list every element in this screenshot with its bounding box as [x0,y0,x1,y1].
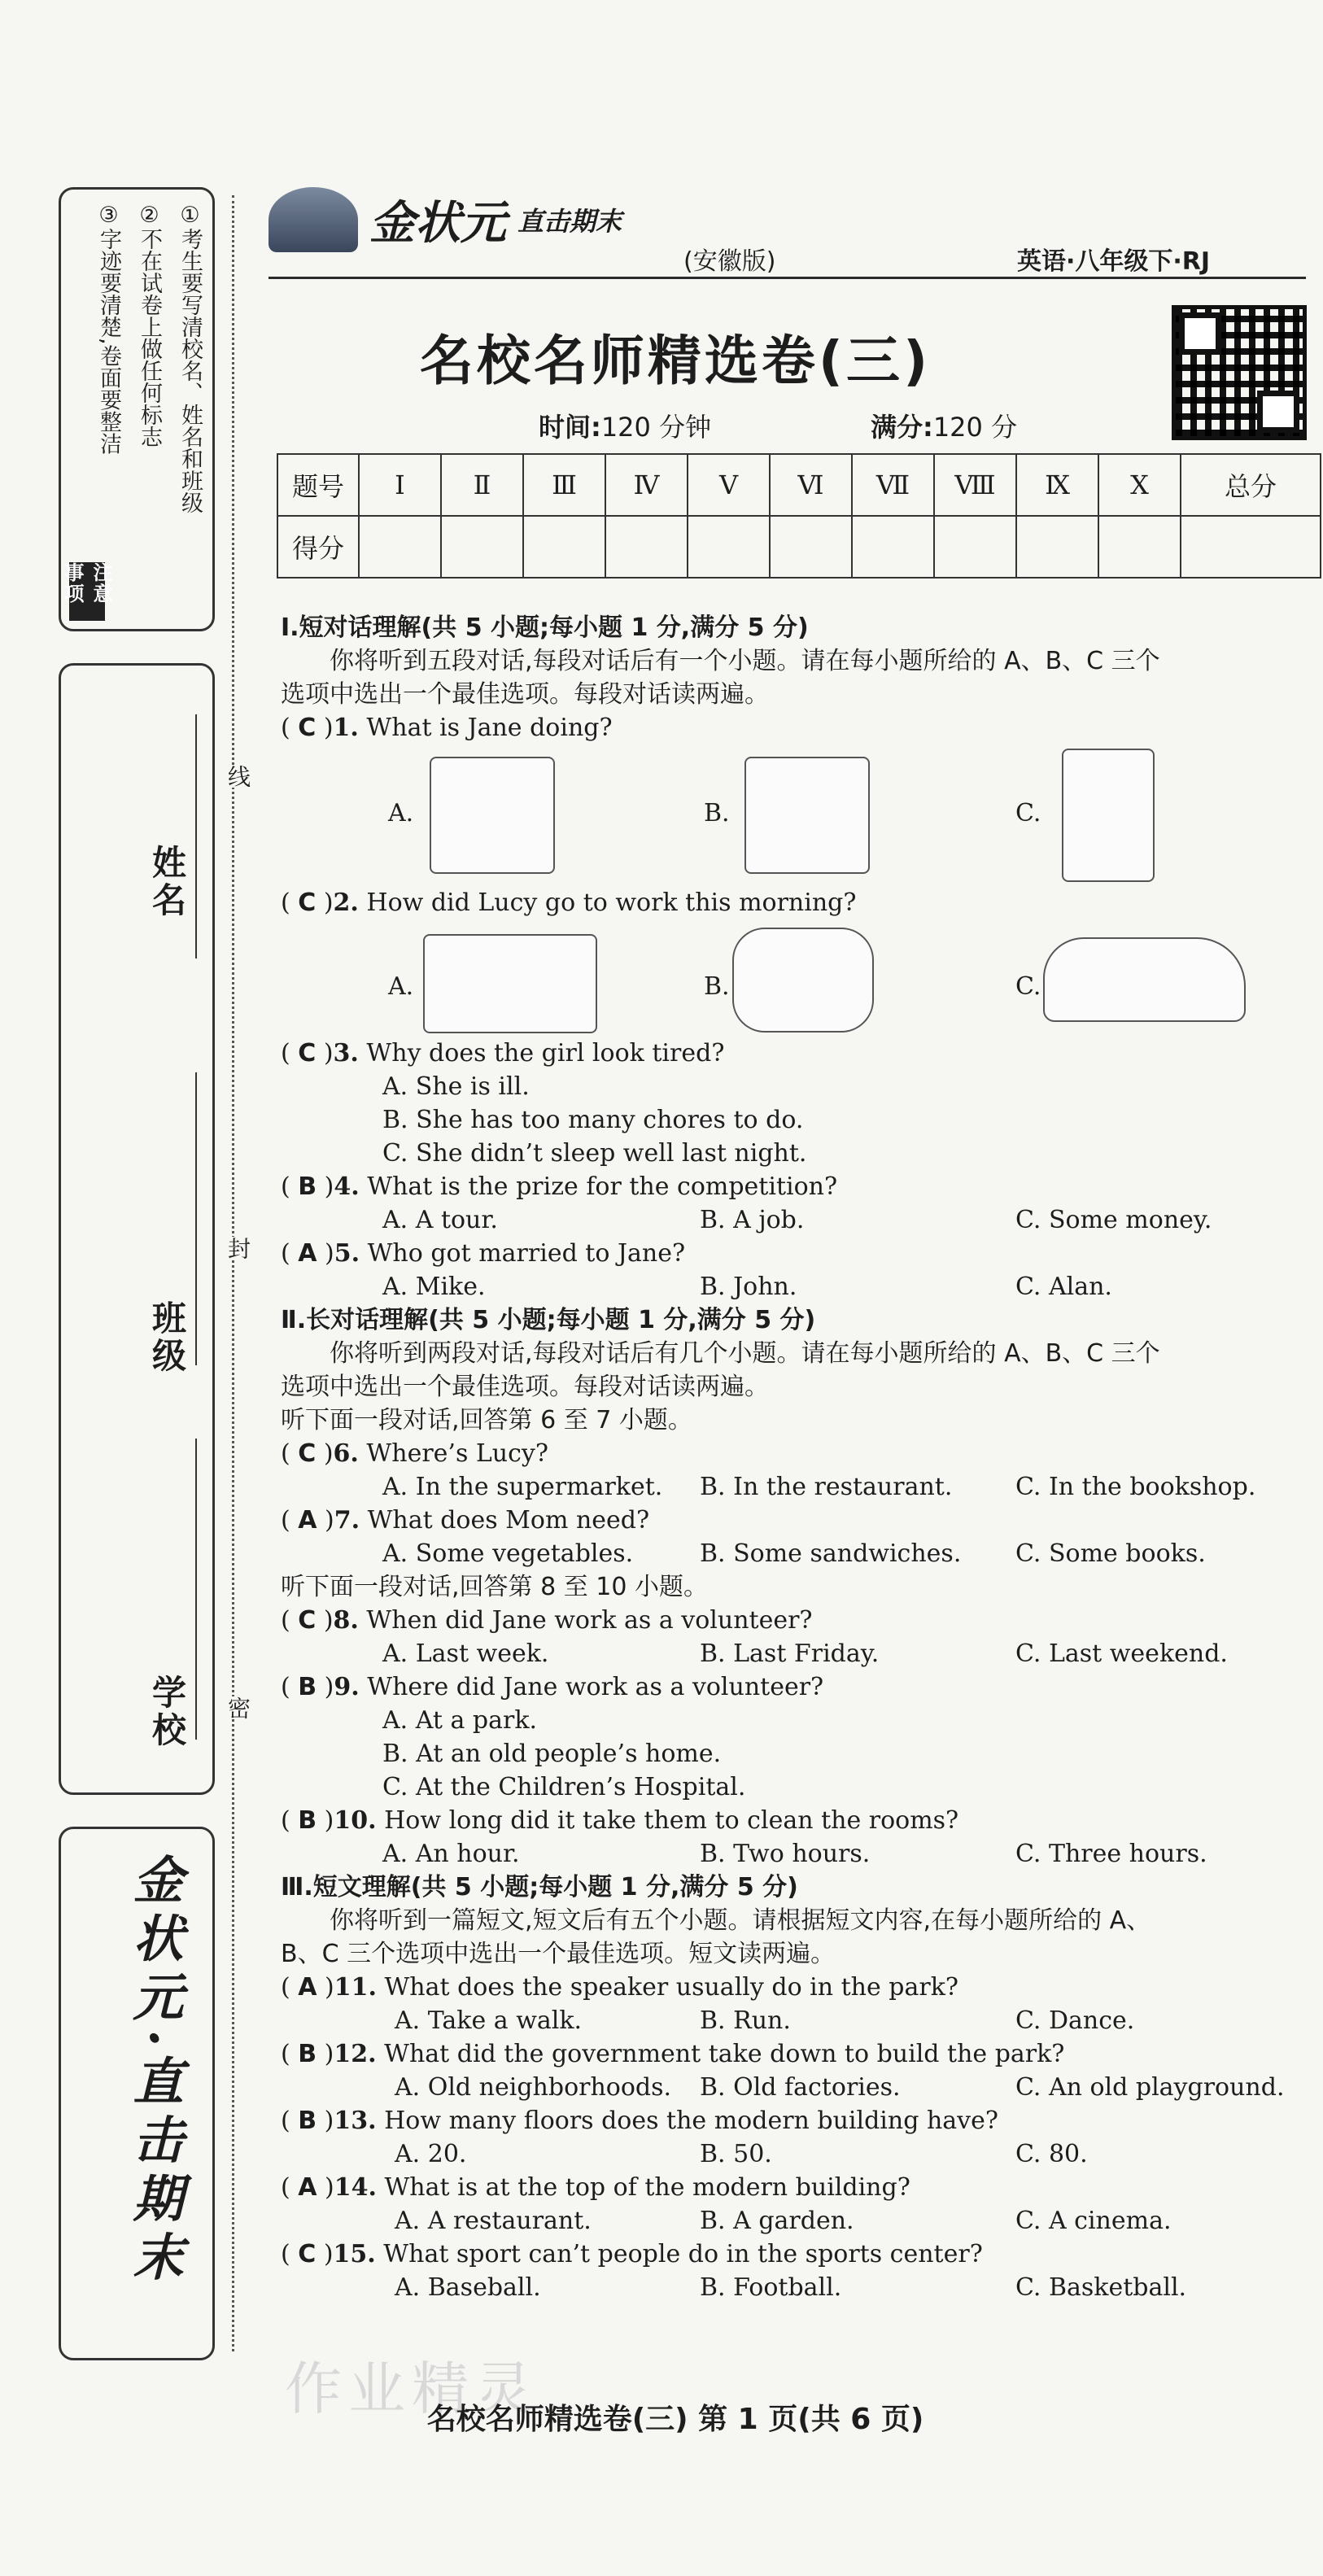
full-score-label: 满分: [871,412,933,443]
q7-option-a[interactable]: A. Some vegetables. [382,1539,634,1568]
qnum-12: 12. [334,2040,377,2068]
question-15-text: What sport can’t people do in the sports center? [383,2240,983,2268]
score-col-total: 总分 [1181,454,1321,516]
notice-line-3: ③字迹要清楚,卷面要整洁 [96,203,121,455]
class-label: 班级 [147,1300,187,1375]
qnum-15: 15. [333,2240,376,2268]
answer-11[interactable]: A [298,1973,317,2002]
section-2-title: Ⅱ.长对话理解(共 5 小题;每小题 1 分,满分 5 分) [281,1306,816,1334]
q6-option-c[interactable]: C. In the bookshop. [1015,1473,1256,1501]
score-table-score-row [277,516,1321,578]
q3-option-b[interactable]: B. She has too many chores to do. [382,1106,804,1134]
q9-option-b[interactable]: B. At an old people’s home. [382,1740,722,1768]
score-cell[interactable] [934,516,1016,578]
q10-option-a[interactable]: A. An hour. [382,1840,520,1868]
time-label: 时间: [539,412,601,443]
score-col-3: Ⅲ [523,454,605,516]
name-field-line[interactable] [195,714,197,958]
section-2-instruction-2: 选项中选出一个最佳选项。每段对话读两遍。 [281,1373,769,1401]
question-11: ( A )11. What does the speaker usually do in the park? [281,1973,958,2002]
bus-picture-icon [423,934,597,1033]
answer-10[interactable]: B [298,1806,317,1835]
q5-option-b[interactable]: B. John. [700,1273,797,1301]
edition: (安徽版) [683,247,776,276]
q14-option-b[interactable]: B. A garden. [700,2207,854,2235]
score-col-9: Ⅸ [1016,454,1098,516]
q5-option-a[interactable]: A. Mike. [382,1273,486,1301]
score-cell[interactable] [1181,516,1321,578]
notice-text [96,203,204,616]
time-value: 120 分钟 [600,412,712,443]
q15-option-a[interactable]: A. Baseball. [395,2273,541,2302]
score-cell[interactable] [1098,516,1181,578]
question-4: ( B )4. What is the prize for the competition? [281,1172,838,1201]
score-col-2: Ⅱ [441,454,523,516]
score-col-4: Ⅳ [605,454,688,516]
score-cell[interactable] [441,516,523,578]
car-picture-icon [1043,937,1246,1022]
question-14-text: What is at the top of the modern building? [384,2173,910,2202]
question-8-text: When did Jane work as a volunteer? [366,1606,813,1635]
question-10-text: How long did it take them to clean the rooms? [384,1806,959,1835]
question-11-text: What does the speaker usually do in the park? [384,1973,958,2002]
woman-phone-picture-icon [1062,749,1155,882]
qnum-11: 11. [334,1973,377,2002]
q8-option-b[interactable]: B. Last Friday. [700,1639,880,1668]
qnum-6: 6. [333,1439,359,1468]
q15-option-c[interactable]: C. Basketball. [1015,2273,1187,2302]
q14-option-a[interactable]: A. A restaurant. [395,2207,592,2235]
q1-option-a[interactable]: A. [388,799,414,827]
section-1-instruction-1: 你将听到五段对话,每段对话后有一个小题。请在每小题所给的 A、B、C 三个 [330,647,1160,675]
qnum-4: 4. [334,1172,360,1201]
section-2-lead-1: 听下面一段对话,回答第 6 至 7 小题。 [281,1406,692,1434]
q9-option-c[interactable]: C. At the Children’s Hospital. [382,1773,746,1801]
question-3-text: Why does the girl look tired? [366,1039,725,1068]
question-6: ( C )6. Where’s Lucy? [281,1439,548,1468]
question-12-text: What did the government take down to build the park? [384,2040,1065,2068]
question-5: ( A )5. Who got married to Jane? [281,1239,686,1268]
cut-line [232,195,234,2351]
brand-box [59,1827,215,2360]
section-3-instruction-2: B、C 三个选项中选出一个最佳选项。短文读两遍。 [281,1940,836,1968]
answer-5[interactable]: A [298,1239,317,1268]
score-table-row1-label: 题号 [277,454,359,516]
q11-option-a[interactable]: A. Take a walk. [395,2006,583,2035]
q13-option-c[interactable]: C. 80. [1015,2140,1088,2168]
question-4-text: What is the prize for the competition? [367,1172,838,1201]
student-info-box [59,663,215,1795]
score-cell[interactable] [1016,516,1098,578]
question-1-text: What is Jane doing? [366,714,613,742]
notice-box [59,187,215,631]
qnum-13: 13. [334,2107,377,2135]
answer-13[interactable]: B [298,2107,317,2135]
bicycle-picture-icon [732,928,874,1033]
school-field-line[interactable] [195,1439,197,1740]
section-3-instruction-1: 你将听到一篇短文,短文后有五个小题。请根据短文内容,在每小题所给的 A、 [330,1906,1151,1935]
qnum-10: 10. [334,1806,377,1835]
score-cell[interactable] [688,516,770,578]
q10-option-b[interactable]: B. Two hours. [700,1840,871,1868]
question-12: ( B )12. What did the government take down to build the park? [281,2040,1065,2068]
score-table-header-row [277,454,1321,516]
qnum-1: 1. [333,714,359,742]
score-col-7: Ⅶ [852,454,934,516]
section-3-title: Ⅲ.短文理解(共 5 小题;每小题 1 分,满分 5 分) [281,1873,798,1901]
answer-6[interactable]: C [298,1439,317,1468]
answer-4[interactable]: B [298,1172,317,1201]
score-col-5: Ⅴ [688,454,770,516]
notice-line-2: ②不在试卷上做任何标志 [137,203,162,448]
q7-option-b[interactable]: B. Some sandwiches. [700,1539,962,1568]
q1-option-b[interactable]: B. [704,799,730,827]
q15-option-b[interactable]: B. Football. [700,2273,842,2302]
qnum-8: 8. [333,1606,359,1635]
question-14: ( A )14. What is at the top of the modern building? [281,2173,910,2202]
question-2-text: How did Lucy go to work this morning? [366,889,857,917]
qr-code-icon[interactable] [1172,305,1307,440]
q9-option-a[interactable]: A. At a park. [382,1706,538,1735]
score-col-1: Ⅰ [359,454,441,516]
paper-title: 名校名师精选卷(三) [419,330,932,392]
score-col-10: Ⅹ [1098,454,1181,516]
section-1-instruction-2: 选项中选出一个最佳选项。每段对话读两遍。 [281,680,769,709]
qnum-7: 7. [334,1506,360,1535]
score-cell[interactable] [523,516,605,578]
full-score-info [871,407,1017,444]
q12-option-c[interactable]: C. An old playground. [1015,2073,1285,2102]
q10-option-c[interactable]: C. Three hours. [1015,1840,1207,1868]
cut-word-seal: 封 [221,1237,254,1260]
answer-3[interactable]: C [298,1039,317,1068]
section-2-instruction-1: 你将听到两段对话,每段对话后有几个小题。请在每小题所给的 A、B、C 三个 [330,1339,1160,1368]
question-9-text: Where did Jane work as a volunteer? [367,1673,824,1701]
cut-word-line: 线 [221,765,254,788]
answer-15[interactable]: C [298,2240,317,2268]
q13-option-a[interactable]: A. 20. [395,2140,467,2168]
score-col-6: Ⅵ [770,454,852,516]
q11-option-c[interactable]: C. Dance. [1015,2006,1135,2035]
girl-headphones-picture-icon [744,757,870,874]
answer-9[interactable]: B [298,1673,317,1701]
question-3: ( C )3. Why does the girl look tired? [281,1039,725,1068]
score-table [277,453,1321,579]
q7-option-c[interactable]: C. Some books. [1015,1539,1206,1568]
watermark: 作业精灵 [285,2356,539,2422]
q11-option-b[interactable]: B. Run. [700,2006,791,2035]
question-13: ( B )13. How many floors does the modern building have? [281,2107,998,2135]
answer-14[interactable]: A [298,2173,317,2202]
q13-option-b[interactable]: B. 50. [700,2140,772,2168]
name-label: 姓名 [147,845,187,919]
qnum-2: 2. [333,889,359,917]
q2-option-a[interactable]: A. [388,972,414,1001]
qnum-14: 14. [334,2173,377,2202]
question-15: ( C )15. What sport can’t people do in the sports center? [281,2240,983,2268]
cut-word-secret: 密 [221,1696,254,1719]
header-rule [269,277,1306,279]
brand-vertical: 金状元·直击期末 [124,1853,184,2290]
page-footer: 名校名师精选卷(三) 第 1 页(共 6 页) [426,2403,924,2436]
logo [269,187,622,252]
notice-tag: 注意事项 [69,562,105,621]
subject-label: 英语·八年级下·RJ [1017,247,1211,276]
brand-sub: 直击期末 [517,206,622,237]
q6-option-b[interactable]: B. In the restaurant. [700,1473,953,1501]
q6-option-a[interactable]: A. In the supermarket. [382,1473,663,1501]
q2-option-c[interactable]: C. [1015,972,1041,1001]
question-6-text: Where’s Lucy? [366,1439,548,1468]
answer-2[interactable]: C [298,889,317,917]
answer-12[interactable]: B [298,2040,317,2068]
q1-option-c[interactable]: C. [1015,799,1041,827]
school-label: 学校 [147,1674,187,1749]
section-2-lead-2: 听下面一段对话,回答第 8 至 10 小题。 [281,1573,708,1601]
qnum-3: 3. [333,1039,359,1068]
question-9: ( B )9. Where did Jane work as a volunteer? [281,1673,824,1701]
q4-option-b[interactable]: B. A job. [700,1206,805,1234]
question-8: ( C )8. When did Jane work as a volunteer? [281,1606,813,1635]
notice-line-1: ①考生要写清校名、姓名和班级 [177,203,203,513]
question-1: ( C )1. What is Jane doing? [281,714,613,742]
q4-option-c[interactable]: C. Some money. [1015,1206,1212,1234]
question-10: ( B )10. How long did it take them to clean the rooms? [281,1806,959,1835]
score-cell[interactable] [605,516,688,578]
class-field-line[interactable] [195,1072,197,1365]
q12-option-a[interactable]: A. Old neighborhoods. [395,2073,672,2102]
q8-option-a[interactable]: A. Last week. [382,1639,549,1668]
q3-option-a[interactable]: A. She is ill. [382,1072,530,1101]
question-13-text: How many floors does the modern building have? [384,2107,998,2135]
sailboat-logo-icon [269,187,358,252]
score-cell[interactable] [852,516,934,578]
section-1-title: Ⅰ.短对话理解(共 5 小题;每小题 1 分,满分 5 分) [281,613,809,642]
brand-title: 金状元 [369,196,506,250]
qnum-5: 5. [334,1239,360,1268]
q2-option-b[interactable]: B. [704,972,730,1001]
full-score-value: 120 分 [932,412,1018,443]
question-7: ( A )7. What does Mom need? [281,1506,650,1535]
q3-option-c[interactable]: C. She didn’t sleep well last night. [382,1139,807,1168]
answer-1[interactable]: C [298,714,317,742]
answer-8[interactable]: C [298,1606,317,1635]
score-cell[interactable] [770,516,852,578]
q8-option-c[interactable]: C. Last weekend. [1015,1639,1228,1668]
q14-option-c[interactable]: C. A cinema. [1015,2207,1172,2235]
girl-singing-picture-icon [430,757,555,874]
score-col-8: Ⅷ [934,454,1016,516]
q4-option-a[interactable]: A. A tour. [382,1206,498,1234]
q12-option-b[interactable]: B. Old factories. [700,2073,901,2102]
time-info [539,407,711,444]
answer-7[interactable]: A [298,1506,317,1535]
qnum-9: 9. [334,1673,360,1701]
question-7-text: What does Mom need? [367,1506,650,1535]
question-5-text: Who got married to Jane? [367,1239,686,1268]
score-table-row2-label: 得分 [277,516,359,578]
score-cell[interactable] [359,516,441,578]
question-2: ( C )2. How did Lucy go to work this morning? [281,889,857,917]
q5-option-c[interactable]: C. Alan. [1015,1273,1112,1301]
